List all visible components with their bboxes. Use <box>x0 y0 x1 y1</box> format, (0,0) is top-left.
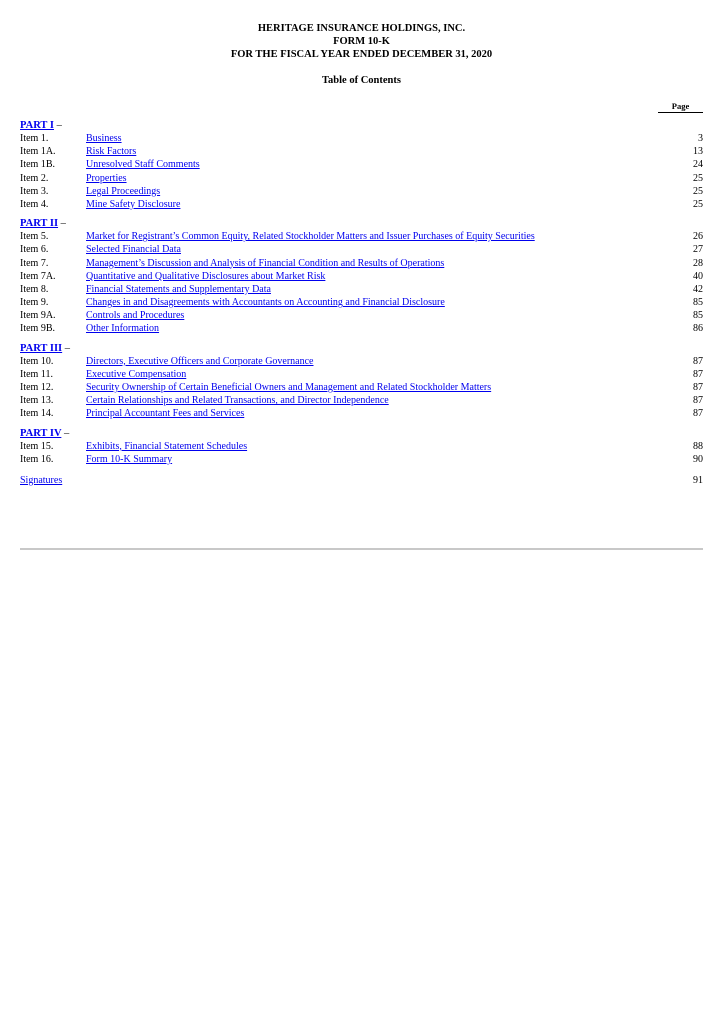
toc-title: Table of Contents <box>322 75 401 86</box>
fiscal-year: FOR THE FISCAL YEAR ENDED DECEMBER 31, 2020 <box>230 49 493 60</box>
toc-item-number: Item 15. <box>20 440 54 452</box>
toc-item-number: Item 12. <box>20 382 54 393</box>
toc-item-link[interactable]: Market for Registrant’s Common Equity, Related Stockholder Matters and Issuer Purchases of Equity Securities <box>86 231 535 243</box>
company-name: HERITAGE INSURANCE HOLDINGS, INC. <box>257 23 466 34</box>
toc-page-number: 28 <box>693 257 703 269</box>
toc-item-link[interactable]: Security Ownership of Certain Beneficial Owners and Management and Related Stockholder Matters <box>86 382 492 393</box>
document-page <box>20 22 703 487</box>
toc-item-link[interactable]: Quantitative and Qualitative Disclosures about Market Risk <box>86 270 326 282</box>
toc-page-number: 24 <box>693 159 703 171</box>
toc-row <box>20 440 703 453</box>
toc-row <box>20 355 703 368</box>
toc-item-number: Item 16. <box>20 453 54 465</box>
toc-item-link[interactable]: Controls and Procedures <box>86 310 185 322</box>
toc-row <box>20 322 703 335</box>
toc-page-number: 87 <box>693 408 703 420</box>
toc-row <box>20 453 703 466</box>
toc-item-link[interactable]: Selected Financial Data <box>86 244 181 256</box>
toc-item-link[interactable]: Certain Relationships and Related Transactions, and Director Independence <box>86 395 389 407</box>
toc-row <box>20 407 703 420</box>
toc-row <box>20 270 703 283</box>
part-link[interactable]: PART IV <box>20 427 62 439</box>
toc-page-number: 87 <box>693 395 703 407</box>
toc-item-number: Item 7. <box>20 257 49 269</box>
toc-page-number: 25 <box>693 172 703 184</box>
toc-item-link[interactable]: Changes in and Disagreements with Accountants on Accounting and Financial Disclosure <box>86 297 445 309</box>
toc-page-number: 87 <box>693 368 703 380</box>
part-dash: – <box>63 427 70 439</box>
toc-row <box>20 185 703 198</box>
toc-item-number: Item 9B. <box>20 323 55 335</box>
toc-page-number: 40 <box>693 270 703 282</box>
toc-row <box>20 309 703 322</box>
toc-row <box>20 230 703 243</box>
toc-page-number: 87 <box>693 382 703 393</box>
page-column-header <box>20 101 703 113</box>
toc-page-number: 86 <box>693 323 703 335</box>
toc-item-number: Item 8. <box>20 283 49 295</box>
toc-part-heading <box>20 342 703 355</box>
toc-part-heading <box>20 119 703 132</box>
toc-item-link[interactable]: Exhibits, Financial Statement Schedules <box>86 440 248 452</box>
toc-item-link[interactable]: Financial Statements and Supplementary Data <box>86 283 271 295</box>
toc-item-link[interactable]: Other Information <box>86 323 160 335</box>
toc-item-number: Item 5. <box>20 231 49 243</box>
toc-page-number: 90 <box>693 453 703 465</box>
toc-item-link[interactable]: Mine Safety Disclosure <box>86 198 181 210</box>
toc-body <box>20 119 703 466</box>
toc-page-number: 13 <box>693 146 703 158</box>
toc-page-number: 88 <box>693 440 703 452</box>
toc-page-number: 26 <box>693 231 703 243</box>
toc-row <box>20 158 703 171</box>
page-column-label: Page <box>658 101 703 113</box>
toc-row <box>20 381 703 394</box>
part-dash: – <box>64 342 71 354</box>
toc-page-number: 25 <box>693 185 703 197</box>
toc-row <box>20 198 703 211</box>
toc-item-number: Item 2. <box>20 172 49 184</box>
part-dash: – <box>56 120 62 131</box>
toc-part-heading <box>20 427 703 440</box>
toc-item-link[interactable]: Principal Accountant Fees and Services <box>86 408 245 420</box>
toc-item-link[interactable]: Management’s Discussion and Analysis of Financial Condition and Results of Operations <box>86 257 445 269</box>
toc-page-number: 91 <box>693 474 703 486</box>
toc-item-link[interactable]: Legal Proceedings <box>86 185 161 197</box>
toc-row <box>20 368 703 381</box>
toc-row <box>20 145 703 158</box>
toc-page-number: 27 <box>693 244 703 256</box>
toc-row <box>20 172 703 185</box>
toc-row <box>20 394 703 407</box>
toc-item-link[interactable]: Business <box>86 133 122 144</box>
toc-item-number: Item 14. <box>20 408 54 420</box>
part-link[interactable]: PART I <box>20 120 54 131</box>
toc-item-number: Item 7A. <box>20 270 56 282</box>
toc-row-signatures <box>20 474 703 487</box>
toc-item-number: Item 3. <box>20 185 49 197</box>
toc-page-number: 3 <box>698 133 703 144</box>
toc-page-number: 25 <box>693 198 703 210</box>
toc-item-number: Item 10. <box>20 355 54 367</box>
form-type: FORM 10-K <box>333 36 390 47</box>
toc-item-link[interactable]: Unresolved Staff Comments <box>86 159 200 171</box>
toc-item-link[interactable]: Properties <box>86 172 127 184</box>
toc-item-link[interactable]: Risk Factors <box>86 146 137 158</box>
part-link[interactable]: PART III <box>20 342 63 354</box>
toc-page-number: 85 <box>693 297 703 309</box>
toc-item-number: Item 13. <box>20 395 54 407</box>
toc-item-link[interactable]: Executive Compensation <box>86 368 187 380</box>
part-dash: – <box>60 218 66 230</box>
toc-page-number: 85 <box>693 310 703 322</box>
part-link[interactable]: PART II <box>20 218 59 230</box>
toc-page-number: 42 <box>693 283 703 295</box>
toc-item-number: Item 11. <box>20 368 53 380</box>
toc-item-number: Item 1A. <box>20 146 56 158</box>
toc-item-link[interactable]: Directors, Executive Officers and Corporate Governance <box>86 355 314 367</box>
signatures-link[interactable]: Signatures <box>20 474 63 486</box>
toc-part-heading <box>20 217 703 230</box>
toc-item-number: Item 1B. <box>20 159 55 171</box>
toc-item-number: Item 9A. <box>20 310 56 322</box>
toc-row <box>20 296 703 309</box>
toc-row <box>20 243 703 256</box>
toc-item-number: Item 9. <box>20 297 49 309</box>
toc-row <box>20 257 703 270</box>
toc-item-link[interactable]: Form 10-K Summary <box>86 453 173 465</box>
page-divider <box>20 548 703 550</box>
toc-row <box>20 132 703 145</box>
toc-item-number: Item 4. <box>20 198 49 210</box>
toc-row <box>20 283 703 296</box>
toc-page-number: 87 <box>693 355 703 367</box>
toc-item-number: Item 6. <box>20 244 49 256</box>
toc-item-number: Item 1. <box>20 133 49 144</box>
